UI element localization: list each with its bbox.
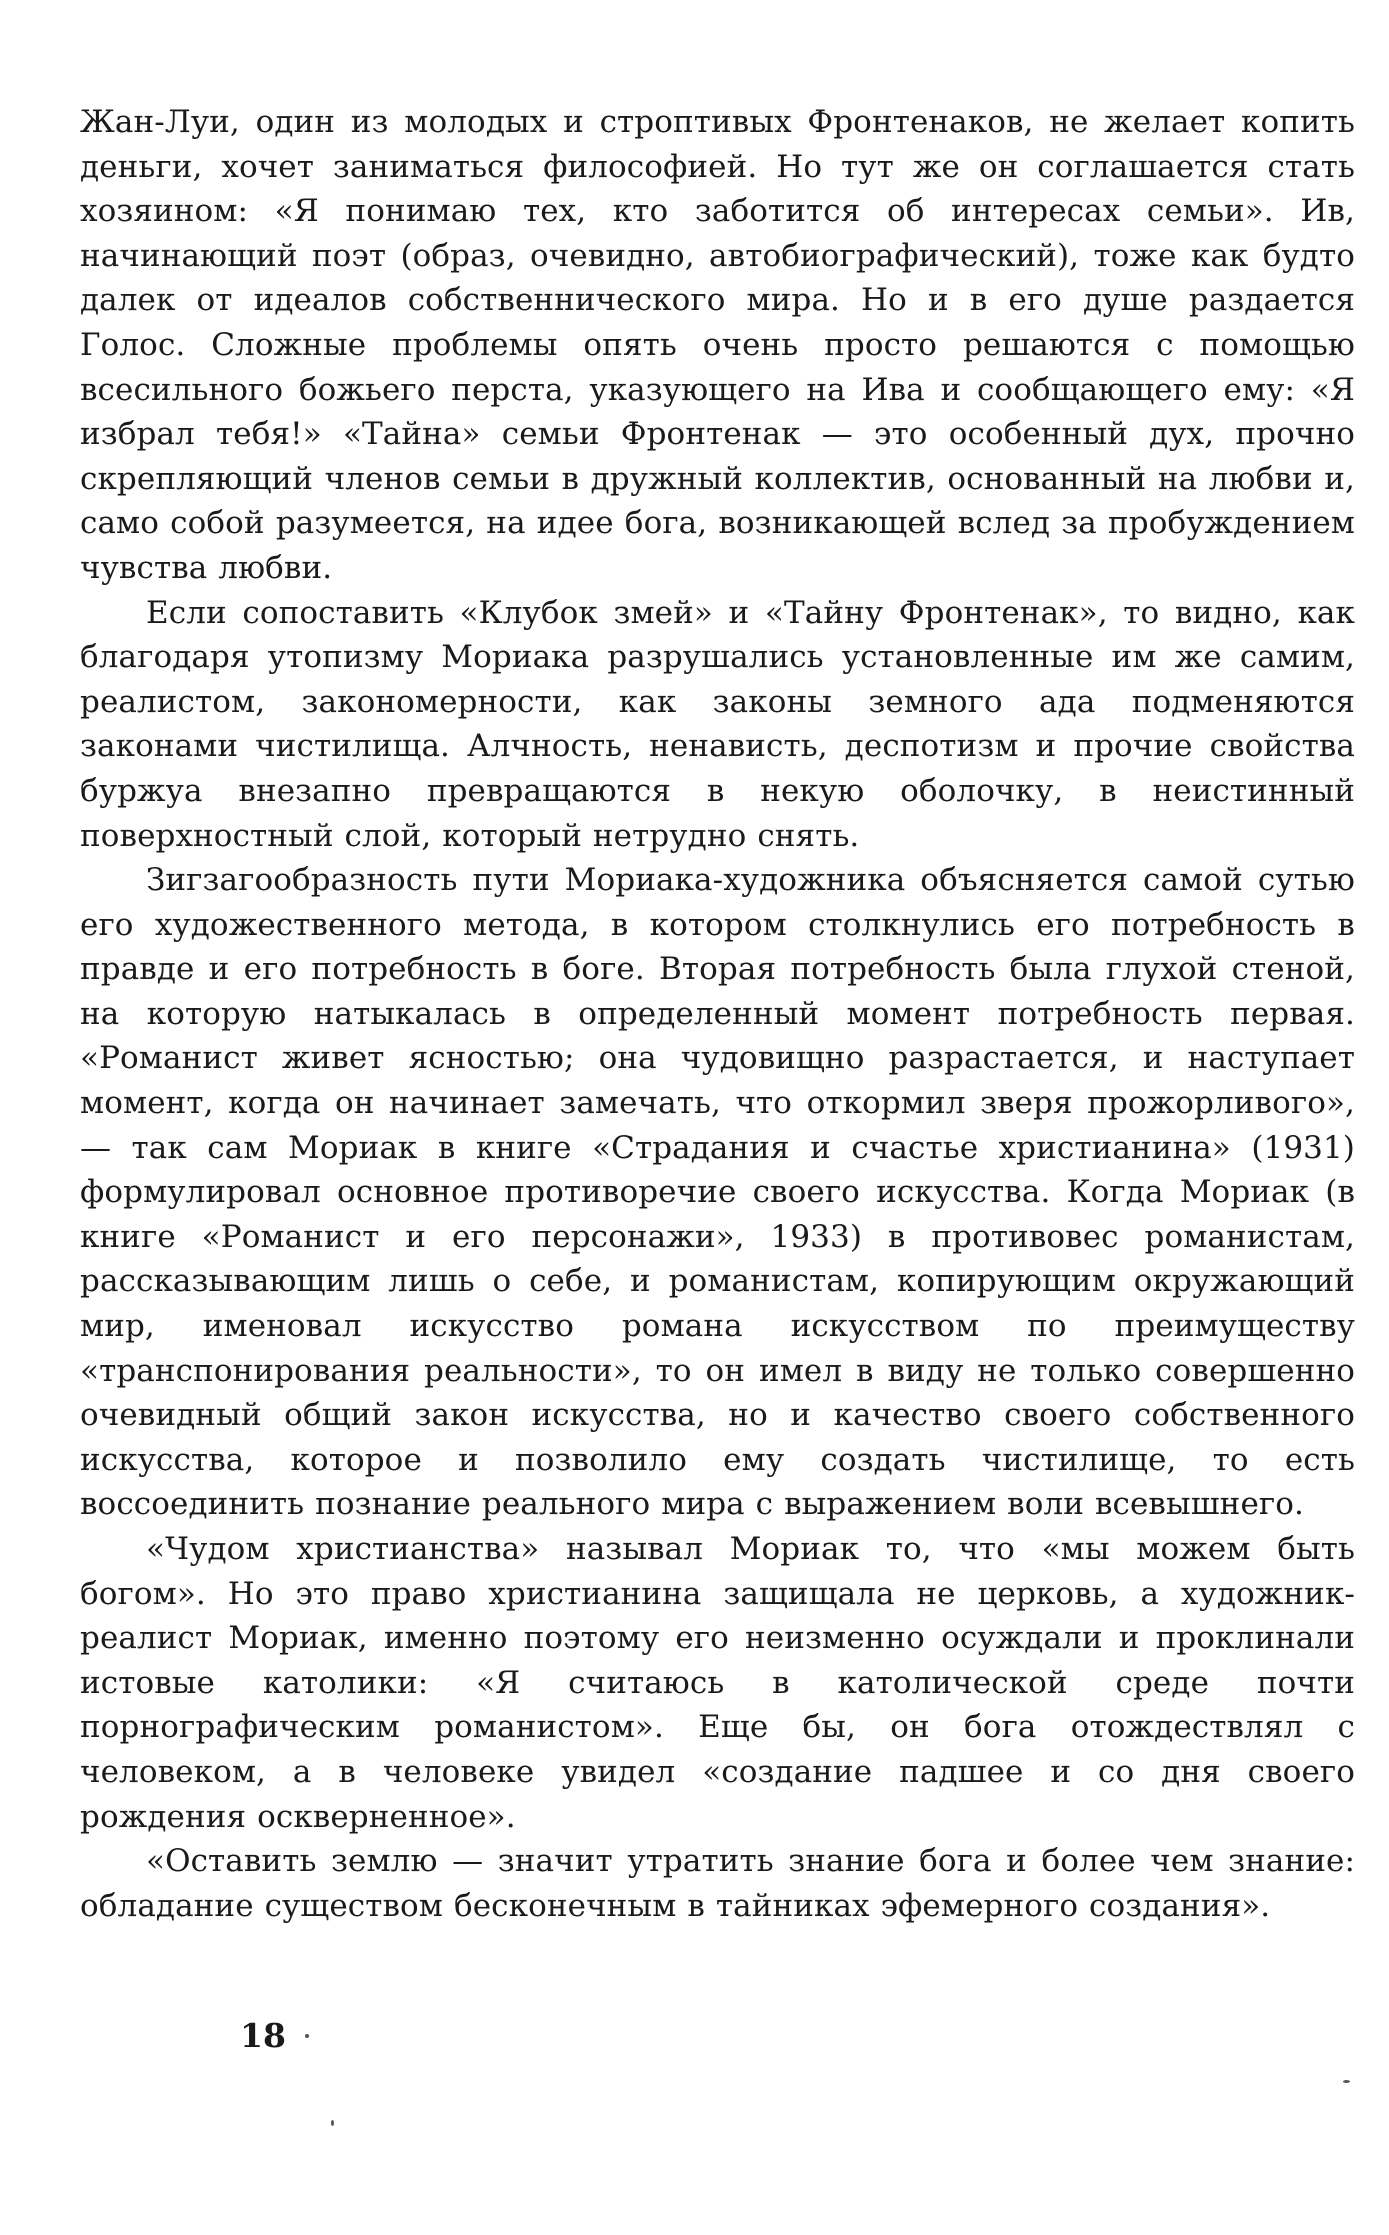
paragraph-4: «Чудом христианства» называл Мориак то, что «мы можем быть богом». Но это право христианина защищала не церковь, а художник-реалист Мориак, именно поэтому его неизменно осуждали и проклинали истовые католики: «Я считаюсь в католической среде почти порнографическим романистом». Еще бы, он бога отождествлял с человеком, а в человеке увидел «создание падшее и со дня своего рождения оскверненное». bbox=[80, 1531, 1355, 1835]
paragraph-1: Жан-Луи, один из молодых и строптивых Фронтенаков, не желает копить деньги, хочет заниматься философией. Но тут же он соглашается стать хозяином: «Я понимаю тех, кто заботится об интересах семьи». Ив, начинающий поэт (образ, очевидно, автобиографический), тоже как будто далек от идеалов собственнического мира. Но и в его душе раздается Голос. Сложные проблемы опять очень просто решаются с помощью всесильного божьего перста, указующего на Ива и сообщающего ему: «Я избрал тебя!» «Тайна» семьи Фронтенак — это особенный дух, прочно скрепляющий членов семьи в дружный коллектив, основанный на любви и, само собой разумеется, на идее бога, возникающей вслед за пробуждением чувства любви. bbox=[80, 104, 1355, 586]
paragraph-3: Зигзагообразность пути Мориака-художника объясняется самой сутью его художественного метода, в котором столкнулись его потребность в правде и его потребность в боге. Вторая потребность была глухой стеной, на которую натыкалась в определенный момент потребность первая. «Романист живет ясностью; она чудовищно разрастается, и наступает момент, когда он начинает замечать, что откормил зверя прожорливого»,— так сам Мориак в книге «Страдания и счастье христианина» (1931) формулировал основное противоречие своего искусства. Когда Мориак (в книге «Романист и его персонажи», 1933) в противовес романистам, рассказывающим лишь о себе, и романистам, копирующим окружающий мир, именовал искусство романа искусством по преимуществу «транспонирования реальности», то он имел в виду не только совершенно очевидный общий закон искусства, но и качество своего собственного искусства, которое и позволило ему создать чистилище, то есть воссоединить познание реального мира с выражением воли всевышнего. bbox=[80, 862, 1355, 1523]
print-speck bbox=[1343, 2080, 1350, 2083]
body-text bbox=[80, 100, 1355, 1928]
paragraph-2: Если сопоставить «Клубок змей» и «Тайну Фронтенак», то видно, как благодаря утопизму Мориака разрушались установленные им же самим, реалистом, закономерности, как законы земного ада подменяются законами чистилища. Алчность, ненависть, деспотизм и прочие свойства буржуа внезапно превращаются в некую оболочку, в неистинный поверхностный слой, который нетрудно снять. bbox=[80, 594, 1355, 854]
print-speck bbox=[305, 2034, 309, 2038]
page-number: 18 bbox=[240, 2016, 286, 2055]
paragraph-5: «Оставить землю — значит утратить знание бога и более чем знание: обладание существом бесконечным в тайниках эфемерного создания». bbox=[80, 1843, 1355, 1924]
print-speck bbox=[331, 2120, 334, 2126]
